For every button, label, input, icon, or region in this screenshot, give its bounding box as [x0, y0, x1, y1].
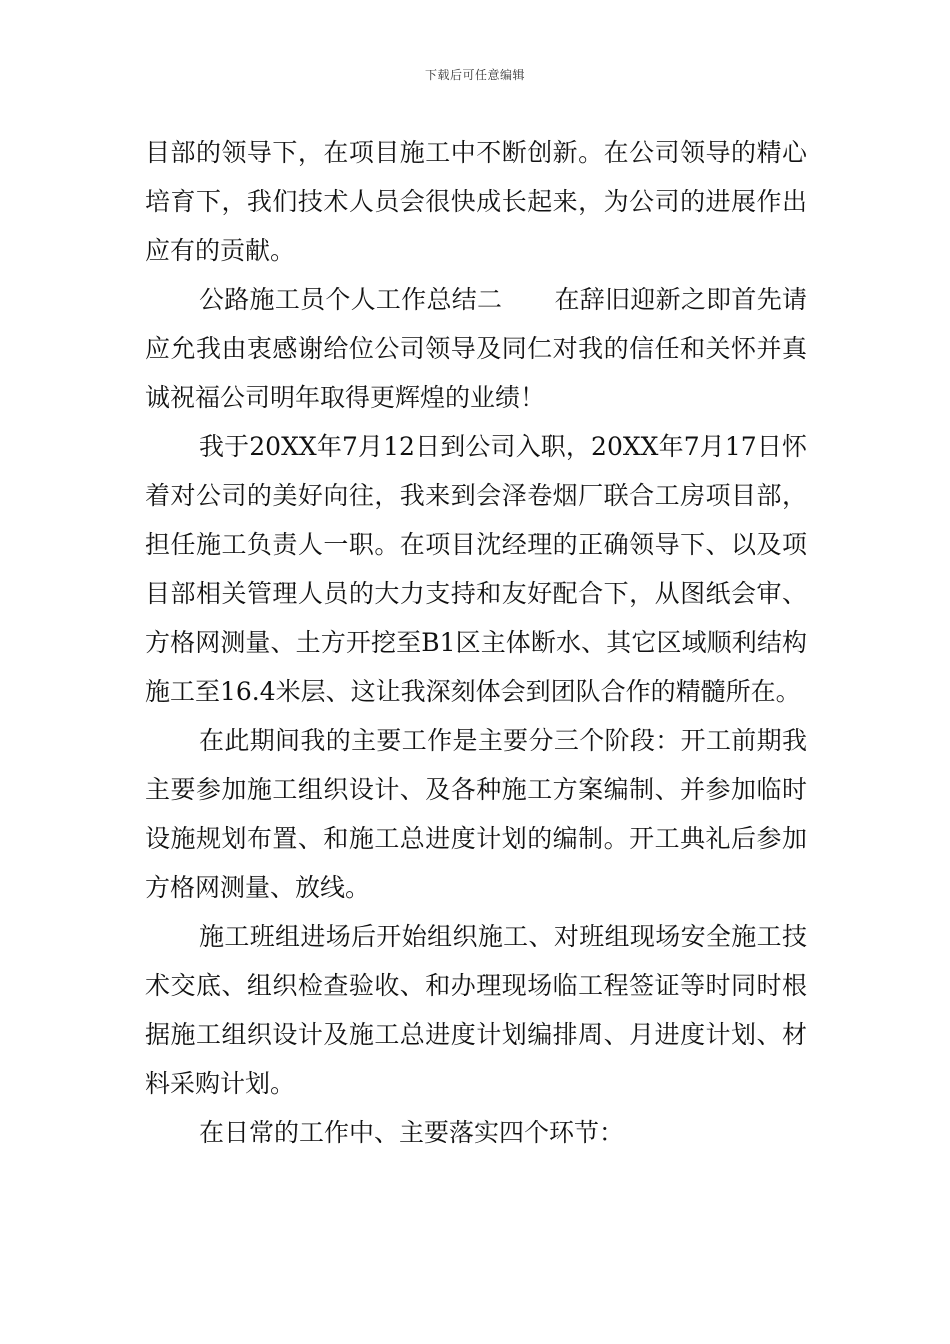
paragraph-work-phases: 在此期间我的主要工作是主要分三个阶段：开工前期我主要参加施工组织设计、及各种施工方案编制、并参加临时设施规划布置、和施工总进度计划的编制。开工典礼后参加方格网测量、放线。 — [145, 726, 807, 902]
paragraph-continuation: 目部的领导下，在项目施工中不断创新。在公司领导的精心培育下，我们技术人员会很快成长起来，为公司的进展作出应有的贡献。 — [145, 138, 807, 265]
paragraph-section-title — [145, 275, 807, 422]
section-intro-text: 在辞旧迎新之即首先请应允我由衷感谢给位公司领导及同仁对我的信任和关怀并真诚祝福公司明年取得更辉煌的业绩！ — [145, 285, 807, 412]
paragraph-four-links: 在日常的工作中、主要落实四个环节： — [199, 1118, 625, 1147]
page-header-note: 下载后可任意编辑 — [424, 68, 525, 82]
paragraph-construction-organization: 施工班组进场后开始组织施工、对班组现场安全施工技术交底、组织检查验收、和办理现场临工程签证等时同时根据施工组织设计及施工总进度计划编排周、月进度计划、材料采购计划。 — [145, 922, 807, 1098]
document-body — [145, 128, 807, 1157]
section-title: 公路施工员个人工作总结二 — [199, 285, 503, 314]
paragraph-onboarding: 我于20XX年7月12日到公司入职，20XX年7月17日怀着对公司的美好向往，我来到会泽卷烟厂联合工房项目部，担任施工负责人一职。在项目沈经理的正确领导下、以及项目部相关管理人员的大力支持和友好配合下，从图纸会审、方格网测量、土方开挖至B1区主体断水、其它区域顺利结构施工至16.4米层、这让我深刻体会到团队合作的精髓所在。 — [145, 432, 807, 706]
